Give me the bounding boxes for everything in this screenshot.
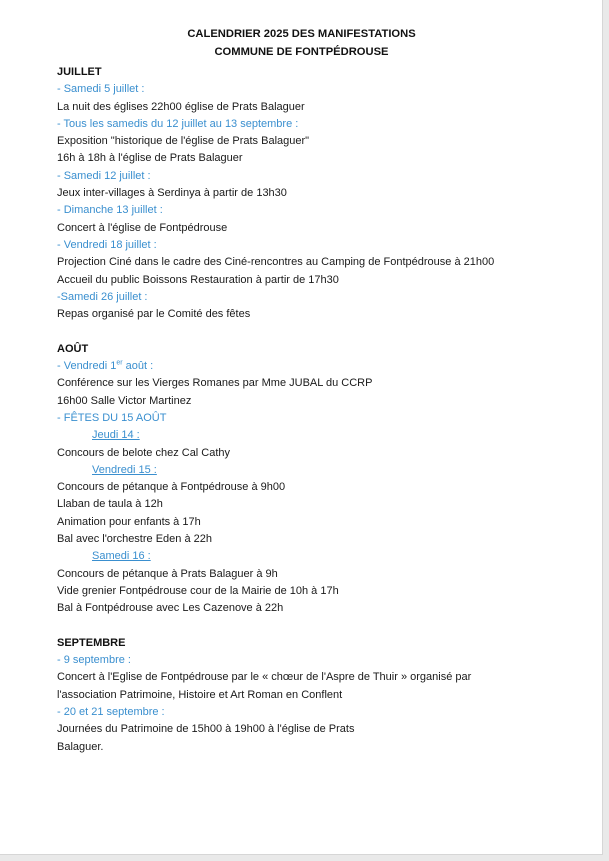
event-date: - 9 septembre : <box>57 654 131 667</box>
event-text: Bal avec l'orchestre Eden à 22h <box>57 533 212 546</box>
subdate-vendredi: Vendredi 15 : <box>92 463 157 476</box>
event-text: Concert à l'Eglise de Fontpédrouse par le « chœur de l'Aspre de Thuir » organisé par <box>57 671 472 684</box>
event-date-prefix: - Vendredi 1 <box>57 360 117 373</box>
event-text: Conférence sur les Vierges Romanes par Mme JUBAL du CCRP <box>57 377 373 390</box>
event-date: - Tous les samedis du 12 juillet au 13 septembre : <box>57 117 299 130</box>
event-text: Balaguer. <box>57 740 104 753</box>
event-date <box>57 358 577 375</box>
event-date: - Samedi 5 juillet : <box>57 83 145 96</box>
event-date: - Dimanche 13 juillet : <box>57 204 163 217</box>
event-text: Projection Ciné dans le cadre des Ciné-rencontres au Camping de Fontpédrouse à 21h00 <box>57 256 495 269</box>
event-text: Bal à Fontpédrouse avec Les Cazenove à 22h <box>57 602 284 615</box>
event-text: Concours de pétanque à Fontpédrouse à 9h00 <box>57 481 286 494</box>
ordinal-superscript: er <box>116 359 123 367</box>
calendar-content <box>57 64 577 756</box>
spacer <box>57 323 577 340</box>
event-date: -Samedi 26 juillet : <box>57 290 148 303</box>
event-text: 16h00 Salle Victor Martinez <box>57 394 192 407</box>
event-text: La nuit des églises 22h00 église de Prats Balaguer <box>57 100 305 113</box>
event-text: Concert à l'église de Fontpédrouse <box>57 221 228 234</box>
event-date: - Vendredi 18 juillet : <box>57 238 157 251</box>
event-text: Repas organisé par le Comité des fêtes <box>57 308 251 321</box>
subdate-jeudi: Jeudi 14 : <box>92 429 140 442</box>
event-date: - Samedi 12 juillet : <box>57 169 151 182</box>
event-text: Animation pour enfants à 17h <box>57 515 201 528</box>
section-heading-aout: AOÛT <box>57 342 89 355</box>
event-text: Jeux inter-villages à Serdinya à partir de 13h30 <box>57 187 287 200</box>
event-text: Concours de pétanque à Prats Balaguer à 9h <box>57 567 278 580</box>
event-text: Journées du Patrimoine de 15h00 à 19h00 à l'église de Prats <box>57 723 355 736</box>
event-text: 16h à 18h à l'église de Prats Balaguer <box>57 152 243 165</box>
event-date: - 20 et 21 septembre : <box>57 705 165 718</box>
section-heading-juillet: JUILLET <box>57 66 102 78</box>
event-text: Accueil du public Boissons Restauration à partir de 17h30 <box>57 273 339 286</box>
event-text: Concours de belote chez Cal Cathy <box>57 446 231 459</box>
subdate-samedi: Samedi 16 : <box>92 550 151 563</box>
page-subtitle: COMMUNE DE FONTPÉDROUSE <box>214 46 389 58</box>
event-text: Llaban de taula à 12h <box>57 498 163 511</box>
fetes-heading: - FÊTES DU 15 AOÛT <box>57 411 167 424</box>
section-heading-septembre: SEPTEMBRE <box>57 636 126 649</box>
spacer <box>57 618 577 635</box>
event-date-suffix: août : <box>122 360 154 373</box>
page-title: CALENDRIER 2025 DES MANIFESTATIONS <box>187 28 416 40</box>
event-text: l'association Patrimoine, Histoire et Art Roman en Conflent <box>57 688 343 701</box>
event-text: Exposition "historique de l'église de Prats Balaguer" <box>57 135 310 148</box>
event-text: Vide grenier Fontpédrouse cour de la Mairie de 10h à 17h <box>57 584 339 597</box>
